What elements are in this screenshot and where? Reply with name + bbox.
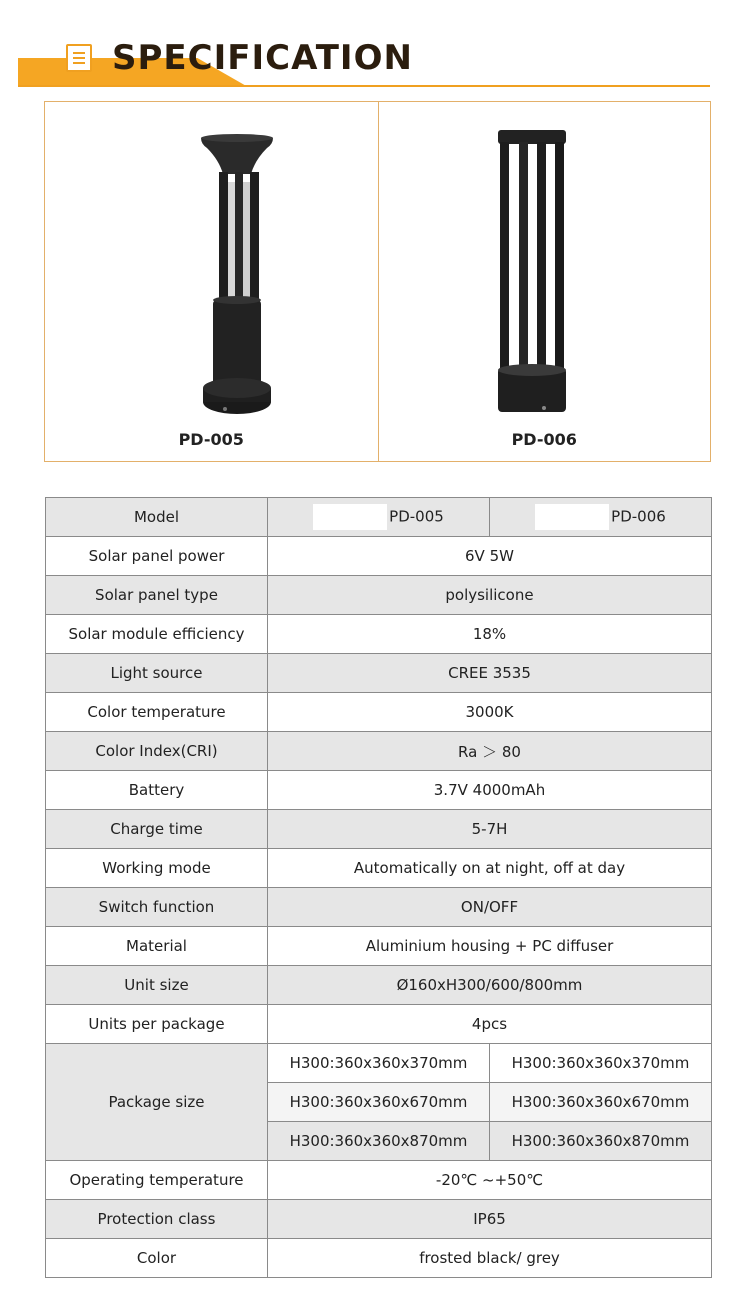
header-underline — [18, 85, 710, 87]
row-value: 5-7H — [268, 810, 712, 849]
document-list-icon — [66, 44, 92, 72]
table-row — [46, 888, 712, 927]
row-value: CREE 3535 — [268, 654, 712, 693]
table-row — [46, 1161, 712, 1200]
row-label: Protection class — [46, 1200, 268, 1239]
model-cell — [490, 498, 712, 537]
row-label: Color — [46, 1239, 268, 1278]
row-value: Ø160xH300/600/800mm — [268, 966, 712, 1005]
row-value: IP65 — [268, 1200, 712, 1239]
product-gallery — [44, 101, 711, 462]
table-row — [46, 1005, 712, 1044]
row-label: Operating temperature — [46, 1161, 268, 1200]
model-cell — [268, 498, 490, 537]
row-label: Unit size — [46, 966, 268, 1005]
row-value: Automatically on at night, off at day — [268, 849, 712, 888]
row-label: Solar panel power — [46, 537, 268, 576]
row-label: Switch function — [46, 888, 268, 927]
table-row — [46, 966, 712, 1005]
model-value: PD-005 — [389, 507, 444, 526]
row-label: Charge time — [46, 810, 268, 849]
row-label: Model — [46, 498, 268, 537]
row-value: polysilicone — [268, 576, 712, 615]
row-value: 6V 5W — [268, 537, 712, 576]
page-title: SPECIFICATION — [112, 38, 413, 78]
product-card-pd-005 — [45, 102, 378, 461]
row-label: Units per package — [46, 1005, 268, 1044]
table-row-package — [46, 1044, 712, 1083]
table-row — [46, 1200, 712, 1239]
row-label: Solar panel type — [46, 576, 268, 615]
table-row — [46, 927, 712, 966]
package-cell: H300:360x360x870mm — [490, 1122, 712, 1161]
row-label: Light source — [46, 654, 268, 693]
row-label: Color temperature — [46, 693, 268, 732]
row-value: frosted black/ grey — [268, 1239, 712, 1278]
table-row — [46, 849, 712, 888]
table-row — [46, 732, 712, 771]
package-cell: H300:360x360x670mm — [490, 1083, 712, 1122]
model-value: PD-006 — [611, 507, 666, 526]
table-row — [46, 537, 712, 576]
table-row — [46, 654, 712, 693]
product-card-pd-006 — [378, 102, 711, 461]
table-row — [46, 1239, 712, 1278]
row-label: Solar module efficiency — [46, 615, 268, 654]
package-cell: H300:360x360x370mm — [268, 1044, 490, 1083]
row-value: ON/OFF — [268, 888, 712, 927]
product-label: PD-005 — [178, 430, 244, 449]
table-row — [46, 810, 712, 849]
package-cell: H300:360x360x870mm — [268, 1122, 490, 1161]
row-value: 18% — [268, 615, 712, 654]
table-row — [46, 771, 712, 810]
row-label: Color Index(CRI) — [46, 732, 268, 771]
package-cell: H300:360x360x670mm — [268, 1083, 490, 1122]
section-header — [0, 0, 750, 100]
row-label: Material — [46, 927, 268, 966]
product-label: PD-006 — [511, 430, 577, 449]
row-label: Battery — [46, 771, 268, 810]
row-value: Ra ＞ 80 — [268, 732, 712, 771]
row-label: Package size — [46, 1044, 268, 1161]
row-value: 4pcs — [268, 1005, 712, 1044]
bollard-lamp-trumpet-icon — [45, 102, 378, 422]
row-label: Working mode — [46, 849, 268, 888]
row-value: 3.7V 4000mAh — [268, 771, 712, 810]
row-value: 3000K — [268, 693, 712, 732]
table-row-model — [46, 498, 712, 537]
table-row — [46, 615, 712, 654]
row-value: Aluminium housing + PC diffuser — [268, 927, 712, 966]
specification-table — [45, 497, 712, 1278]
package-cell: H300:360x360x370mm — [490, 1044, 712, 1083]
row-value: -20℃ ~+50℃ — [268, 1161, 712, 1200]
bollard-lamp-cage-icon — [379, 102, 712, 422]
table-row — [46, 693, 712, 732]
table-row — [46, 576, 712, 615]
